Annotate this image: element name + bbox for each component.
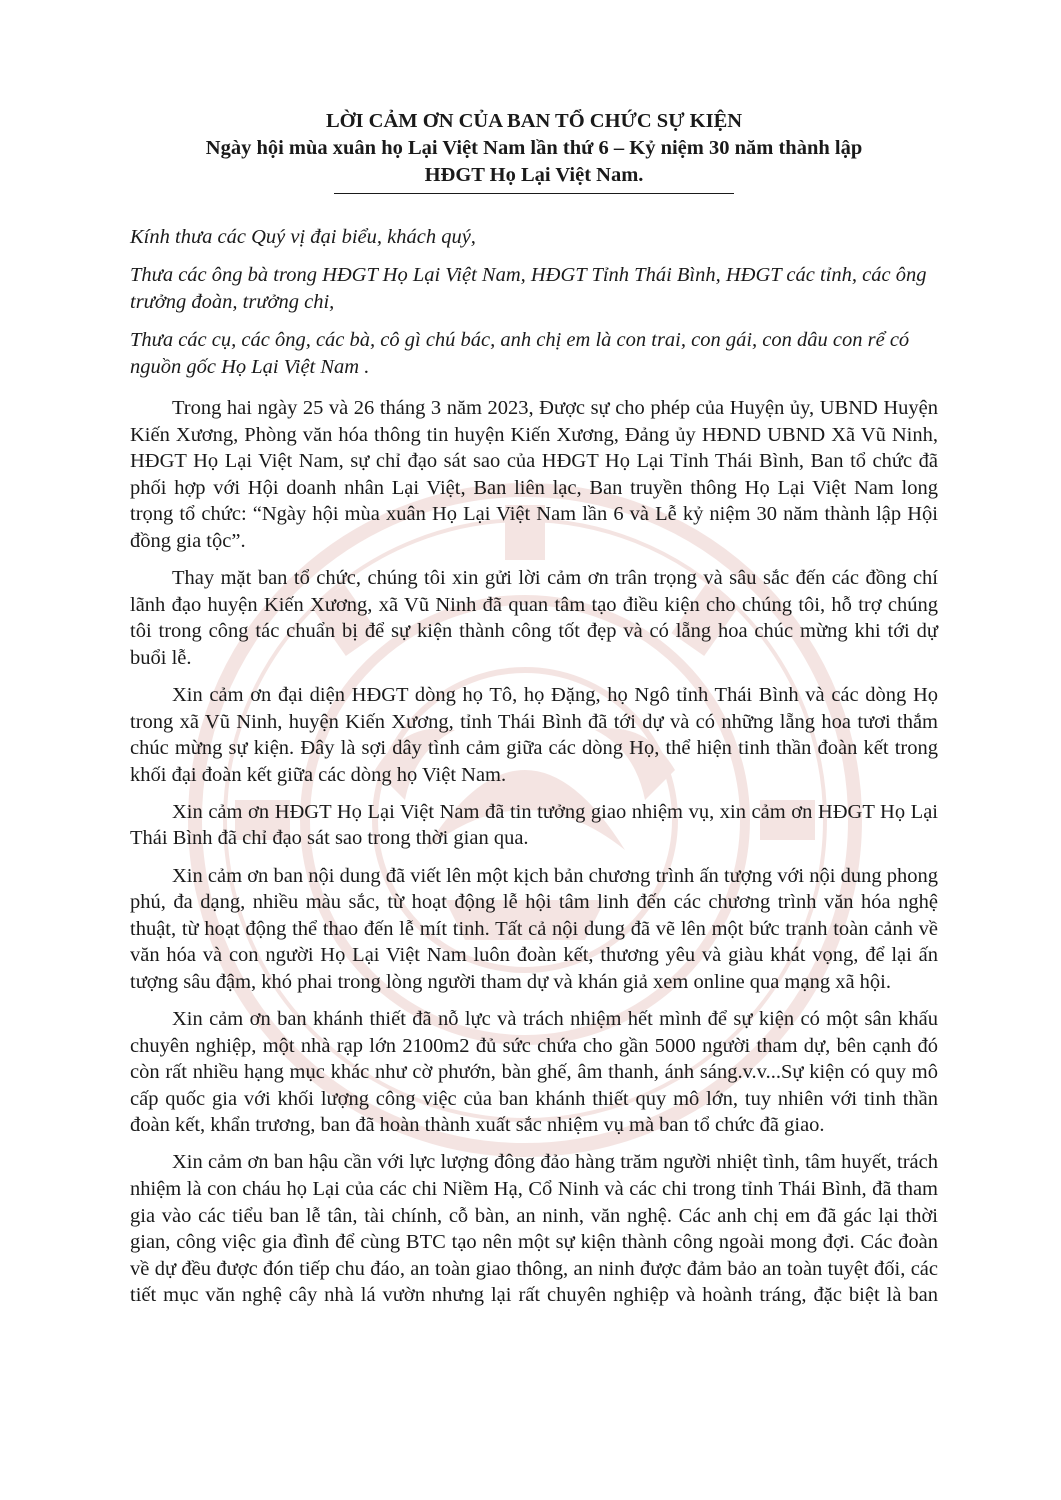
body-paragraph: Xin cảm ơn đại diện HĐGT dòng họ Tô, họ Đặng, họ Ngô tỉnh Thái Bình và các dòng Họ trong xã Vũ Ninh, huyện Kiến Xương, tỉnh Thái Bình đã tới dự và có những lẵng hoa tươi thắm chúc mừng sự kiện. Đây là sợi dây tình cảm giữa các dòng Họ, thể hiện tinh thần đoàn kết trong khối đại đoàn kết giữa các dòng họ Việt Nam. [130, 683, 938, 786]
body-paragraph: Xin cảm ơn HĐGT Họ Lại Việt Nam đã tin tưởng giao nhiệm vụ, xin cảm ơn HĐGT Họ Lại Thái Bình đã chỉ đạo sát sao trong thời gian qua. [130, 800, 938, 850]
body-paragraph: Xin cảm ơn ban nội dung đã viết lên một kịch bản chương trình ấn tượng với nội dung phong phú, đa dạng, nhiều màu sắc, từ hoạt động lễ hội tâm linh đến các chương trình văn hóa nghệ thuật, từ hoạt động thể thao đến lễ mít tinh. Tất cả nội dung đã vẽ lên một bức tranh toàn cảnh về văn hóa và con người Họ Lại Việt Nam luôn đoàn kết, thương yêu và giàu khát vọng, để lại ấn tượng sâu đậm, khó phai trong lòng người tham dự và khán giả xem online qua mạng xã hội. [130, 864, 938, 993]
salutation-line: Thưa các ông bà trong HĐGT Họ Lại Việt Nam, HĐGT Tỉnh Thái Bình, HĐGT các tỉnh, các ông trưởng đoàn, trưởng chi, [130, 264, 927, 313]
body-paragraph: Thay mặt ban tổ chức, chúng tôi xin gửi lời cảm ơn trân trọng và sâu sắc đến các đồng chí lãnh đạo huyện Kiến Xương, xã Vũ Ninh đã quan tâm tạo điều kiện cho chúng tôi, hỗ trợ chúng tôi trong công tác chuẩn bị để sự kiện thành công tốt đẹp và có lẵng hoa chúc mừng khi tới dự buổi lễ. [130, 567, 938, 669]
document-header [130, 108, 938, 194]
body-paragraph: Xin cảm ơn ban khánh thiết đã nỗ lực và trách nhiệm hết mình để sự kiện có một sân khấu chuyên nghiệp, một nhà rạp lớn 2100m2 đủ sức chứa cho gần 5000 người tham dự, bên cạnh đó còn rất nhiều hạng mục khác như cờ phướn, bàn ghế, âm thanh, ánh sáng.v.v...Sự kiện có quy mô cấp quốc gia với khối lượng công việc của ban khánh thiết quy mô lớn, tuy nhiên với tinh thần đoàn kết, khẩn trương, ban đã hoàn thành xuất sắc nhiệm vụ mà ban tổ chức đã giao. [130, 1007, 938, 1137]
salutation-line: Kính thưa các Quý vị đại biểu, khách quý, [130, 226, 476, 248]
document-subtitle-line-1: Ngày hội mùa xuân họ Lại Việt Nam lần thứ 6 – Kỷ niệm 30 năm thành lập [205, 137, 863, 159]
letter-body [130, 395, 938, 1309]
salutations [130, 224, 938, 381]
document-page [130, 108, 938, 1320]
salutation-line: Thưa các cụ, các ông, các bà, cô gì chú bác, anh chị em là con trai, con gái, con dâu con rể có nguồn gốc Họ Lại Việt Nam . [130, 329, 910, 378]
body-paragraph: Trong hai ngày 25 và 26 tháng 3 năm 2023, Được sự cho phép của Huyện ủy, UBND Huyện Kiến Xương, Phòng văn hóa thông tin huyện Kiến Xương, Đảng ủy HĐND UBND Xã Vũ Ninh, HĐGT Họ Lại Việt Nam, sự chỉ đạo sát sao của HĐGT Họ Lại Tỉnh Thái Bình, Ban tổ chức đã phối hợp với Hội doanh nhân Lại Việt, Ban liên lạc, Ban truyền thông Họ Lại Việt Nam long trọng tổ chức: “Ngày hội mùa xuân Họ Lại Việt Nam lần 6 và Lễ kỷ niệm 30 năm thành lập Hội đồng gia tộc”. [130, 397, 938, 552]
header-divider [334, 193, 734, 194]
body-paragraph: Xin cảm ơn ban hậu cần với lực lượng đông đảo hàng trăm người nhiệt tình, tâm huyết, trách nhiệm là con cháu họ Lại của các chi Niềm Hạ, Cổ Ninh và các chi trong tỉnh Thái Bình, đã tham gia vào các tiểu ban lễ tân, tài chính, cỗ bàn, an ninh, văn nghệ. Các anh chị em đã gác lại thời gian, công việc gia đình để cùng BTC tạo nên một sự kiện thành công ngoài mong đợi. Các đoàn về dự đều được đón tiếp chu đáo, an toàn giao thông, an ninh được đảm bảo an toàn tuyệt đối, các tiết mục văn nghệ cây nhà lá vườn nhưng lại rất chuyên nghiệp và hoành tráng, đặc biệt là ban [130, 1151, 938, 1307]
document-subtitle-line-2: HĐGT Họ Lại Việt Nam. [424, 164, 644, 186]
document-title: LỜI CẢM ƠN CỦA BAN TỔ CHỨC SỰ KIỆN [325, 110, 743, 132]
